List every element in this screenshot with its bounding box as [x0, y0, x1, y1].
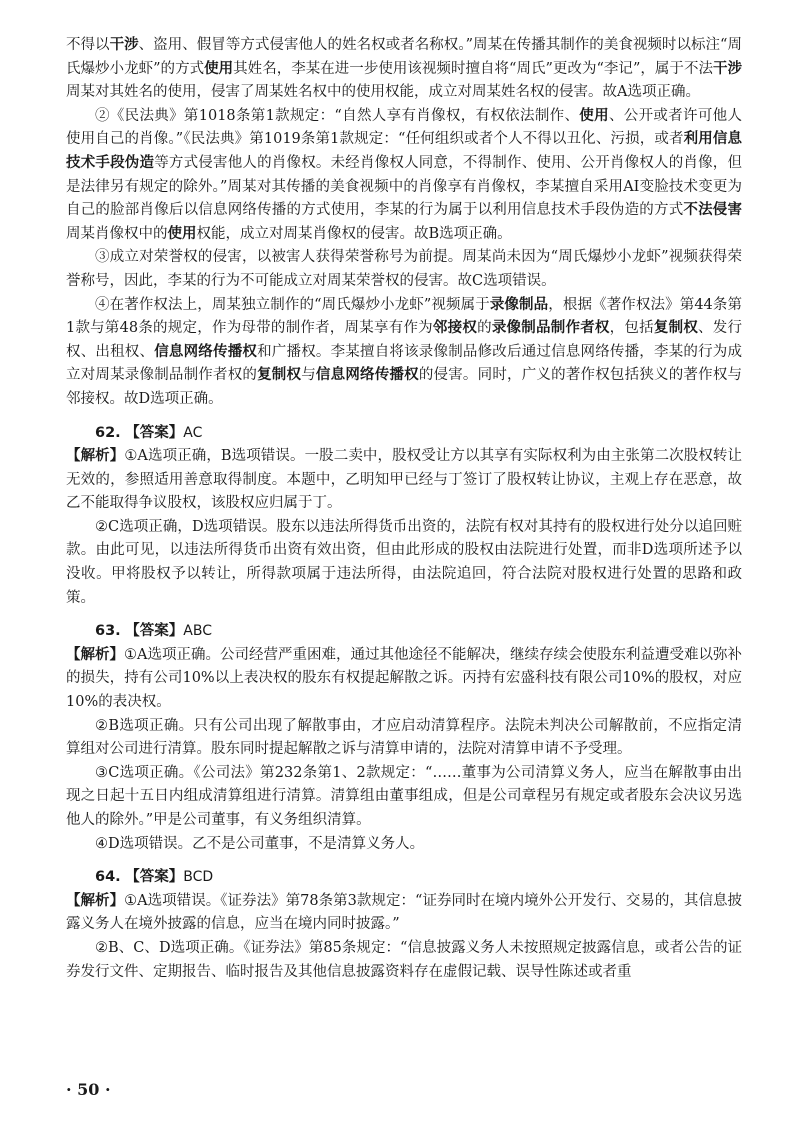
text-run: 、发行权、出租权、	[66, 320, 743, 360]
bold-term: 使用	[167, 225, 197, 242]
answer-label: 【答案】	[125, 869, 184, 886]
answer-value: AC	[183, 424, 203, 441]
answer-value: ABC	[183, 623, 213, 640]
text-run: ①A选项正确，B选项错误。一股二卖中，股权受让方以其享有实际权利为由主张第二次股权转让无效的，参照适用善意取得制度。本题中，乙明知甲已经与丁签订了股权转让协议，主观上存在恶意，故乙不能取得争议股权，该股权应归属于丁。	[66, 448, 743, 512]
bold-term: 复制权	[653, 320, 699, 337]
question-number: 64.	[95, 869, 121, 886]
bold-term: 录像制品制作者权	[491, 320, 610, 337]
answer-label: 【答案】	[125, 623, 184, 640]
analysis-63-para-1	[66, 644, 742, 715]
answer-label: 【答案】	[125, 424, 184, 441]
question-number: 63.	[95, 623, 121, 640]
bold-term: 邻接权	[432, 320, 478, 337]
bold-term: 使用	[579, 107, 609, 124]
analysis-label: 【解析】	[66, 448, 125, 465]
text-run: ④在著作权法上，周某独立制作的“周氏爆炒小龙虾”视频属于	[95, 296, 490, 313]
analysis-63-para-4: ④D选项错误。乙不是公司董事，不是清算义务人。	[95, 835, 425, 852]
bold-term: 信息网络传播权	[315, 367, 419, 384]
analysis-63-para-2: ②B选项正确。只有公司出现了解散事由，才应启动清算程序。法院未判决公司解散前，不应指定清算组对公司进行清算。股东同时提起解散之诉与清算申请的，法院对清算申请不予受理。	[66, 717, 742, 758]
text-run: 权能，成立对周某肖像权的侵害。故B选项正确。	[196, 225, 512, 242]
text-run: 的侵害。同时，广义的著作权包括狭义的著作权与邻接权。故D选项正确。	[66, 367, 743, 407]
analysis-63-para-3: ③C选项正确。《公司法》第232条第1、2款规定：“……董事为公司清算义务人，应当在解散事由出现之日起十五日内组成清算组进行清算。清算组由董事组成，但是公司章程另有规定或者股东会决议另选他人的除外。”甲是公司董事，有义务组织清算。	[66, 764, 742, 828]
continuation-paragraph-3	[66, 246, 742, 293]
analysis-64-para-2: ②B、C、D选项正确。《证券法》第85条规定：“信息披露义务人未按照规定披露信息，或者公告的证券发行文件、定期报告、临时报告及其他信息披露资料存在虚假记载、误导性陈述或者重	[66, 939, 742, 980]
answer-line-62	[66, 422, 742, 446]
text-run: 其姓名，李某在进一步使用该视频时擅自将“周氏”更改为“李记”，属于不法	[233, 60, 713, 77]
bold-term: 干涉	[109, 37, 139, 53]
text-run: ②《民法典》第1018条第1款规定：“自然人享有肖像权，有权依法制作、	[95, 107, 580, 124]
text-run: 不得以	[66, 37, 110, 53]
bold-term: 不法侵害	[683, 202, 743, 219]
text-run: 的	[477, 320, 492, 337]
bold-term: 利用信息技术手段伪造	[66, 131, 743, 171]
text-run: 、盗用、假冒等方式侵害他人的姓名权或者名称权。”周某在传播其制作的美食视频时以标注“周氏爆炒小龙虾”的方式	[66, 37, 742, 77]
answer-line-63	[66, 620, 742, 644]
question-number: 62.	[95, 424, 121, 441]
analysis-62-para-1	[66, 445, 742, 516]
bold-term: 信息网络传播权	[154, 343, 258, 360]
text-run: ，包括	[609, 320, 654, 337]
text-run: ①A选项正确。公司经营严重困难，通过其他途径不能解决，继续存续会使股东利益遭受难以弥补的损失，持有公司10%以上表决权的股东有权提起解散之诉。丙持有宏盛科技有限公司10%的股权，对应10%的表决权。	[66, 646, 743, 711]
page-number: · 50 ·	[66, 1080, 111, 1099]
bold-term: 录像制品	[489, 296, 549, 313]
text-run: ，根据《著作权法》第44条第1款与第48条的规定，作为母带的制作者，周某享有作为	[66, 296, 743, 337]
text-run: 周某对其姓名的使用，侵害了周某姓名权中的使用权能，成立对周某姓名权的侵害。故A选项正确。	[66, 84, 700, 101]
page-content	[66, 34, 742, 984]
text-run: 等方式侵害他人的肖像权。未经肖像权人同意，不得制作、使用、公开肖像权人的肖像，但是法律另有规定的除外。”周某对其传播的美食视频中的肖像享有肖像权，李某擅自采用AI变脸技术变更为自己的脸部肖像后以信息网络传播的方式使用，李某的行为属于以利用信息技术手段伪造的方式	[66, 154, 742, 219]
bold-term: 干涉	[712, 60, 743, 77]
bold-term: 复制权	[257, 367, 302, 384]
text-run: 与	[301, 367, 316, 384]
answer-line-64	[66, 866, 742, 890]
text-run: ①A选项错误。《证券法》第78条第3款规定：“证券同时在境内境外公开发行、交易的，其信息披露义务人在境外披露的信息，应当在境内同时披露。”	[66, 892, 743, 933]
continuation-paragraph-2	[66, 105, 742, 247]
analysis-label: 【解析】	[66, 892, 125, 909]
continuation-paragraph-4	[66, 294, 742, 412]
continuation-paragraph-1	[66, 34, 742, 105]
text-run: 、公开或者许可他人使用自己的肖像。”《民法典》第1019条第1款规定：“任何组织或者个人不得以丑化、污损，或者	[66, 107, 742, 148]
analysis-62-para-2: ②C选项正确，D选项错误。股东以违法所得货币出资的，法院有权对其持有的股权进行处分以追回赃款。由此可见，以违法所得货币出资有效出资，但由此形成的股权由法院进行处置，而非D选项所述予以没收。甲将股权予以转让，所得款项属于违法所得，由法院追回，符合法院对股权进行处置的思路和政策。	[66, 518, 742, 606]
bold-term: 使用	[204, 60, 234, 77]
analysis-label: 【解析】	[66, 646, 125, 663]
analysis-64-para-1	[66, 890, 742, 937]
text-run: 和广播权。李某擅自将该录像制品修改后通过信息网络传播，李某的行为成立对周某录像制品制作者权的	[66, 343, 743, 384]
answer-value: BCD	[183, 869, 214, 886]
text-run: 周某肖像权中的	[66, 225, 168, 242]
text-run: ③成立对荣誉权的侵害，以被害人获得荣誉称号为前提。周某尚未因为“周氏爆炒小龙虾”视频获得荣誉称号，因此，李某的行为不可能成立对周某荣誉权的侵害。故C选项错误。	[66, 249, 742, 289]
